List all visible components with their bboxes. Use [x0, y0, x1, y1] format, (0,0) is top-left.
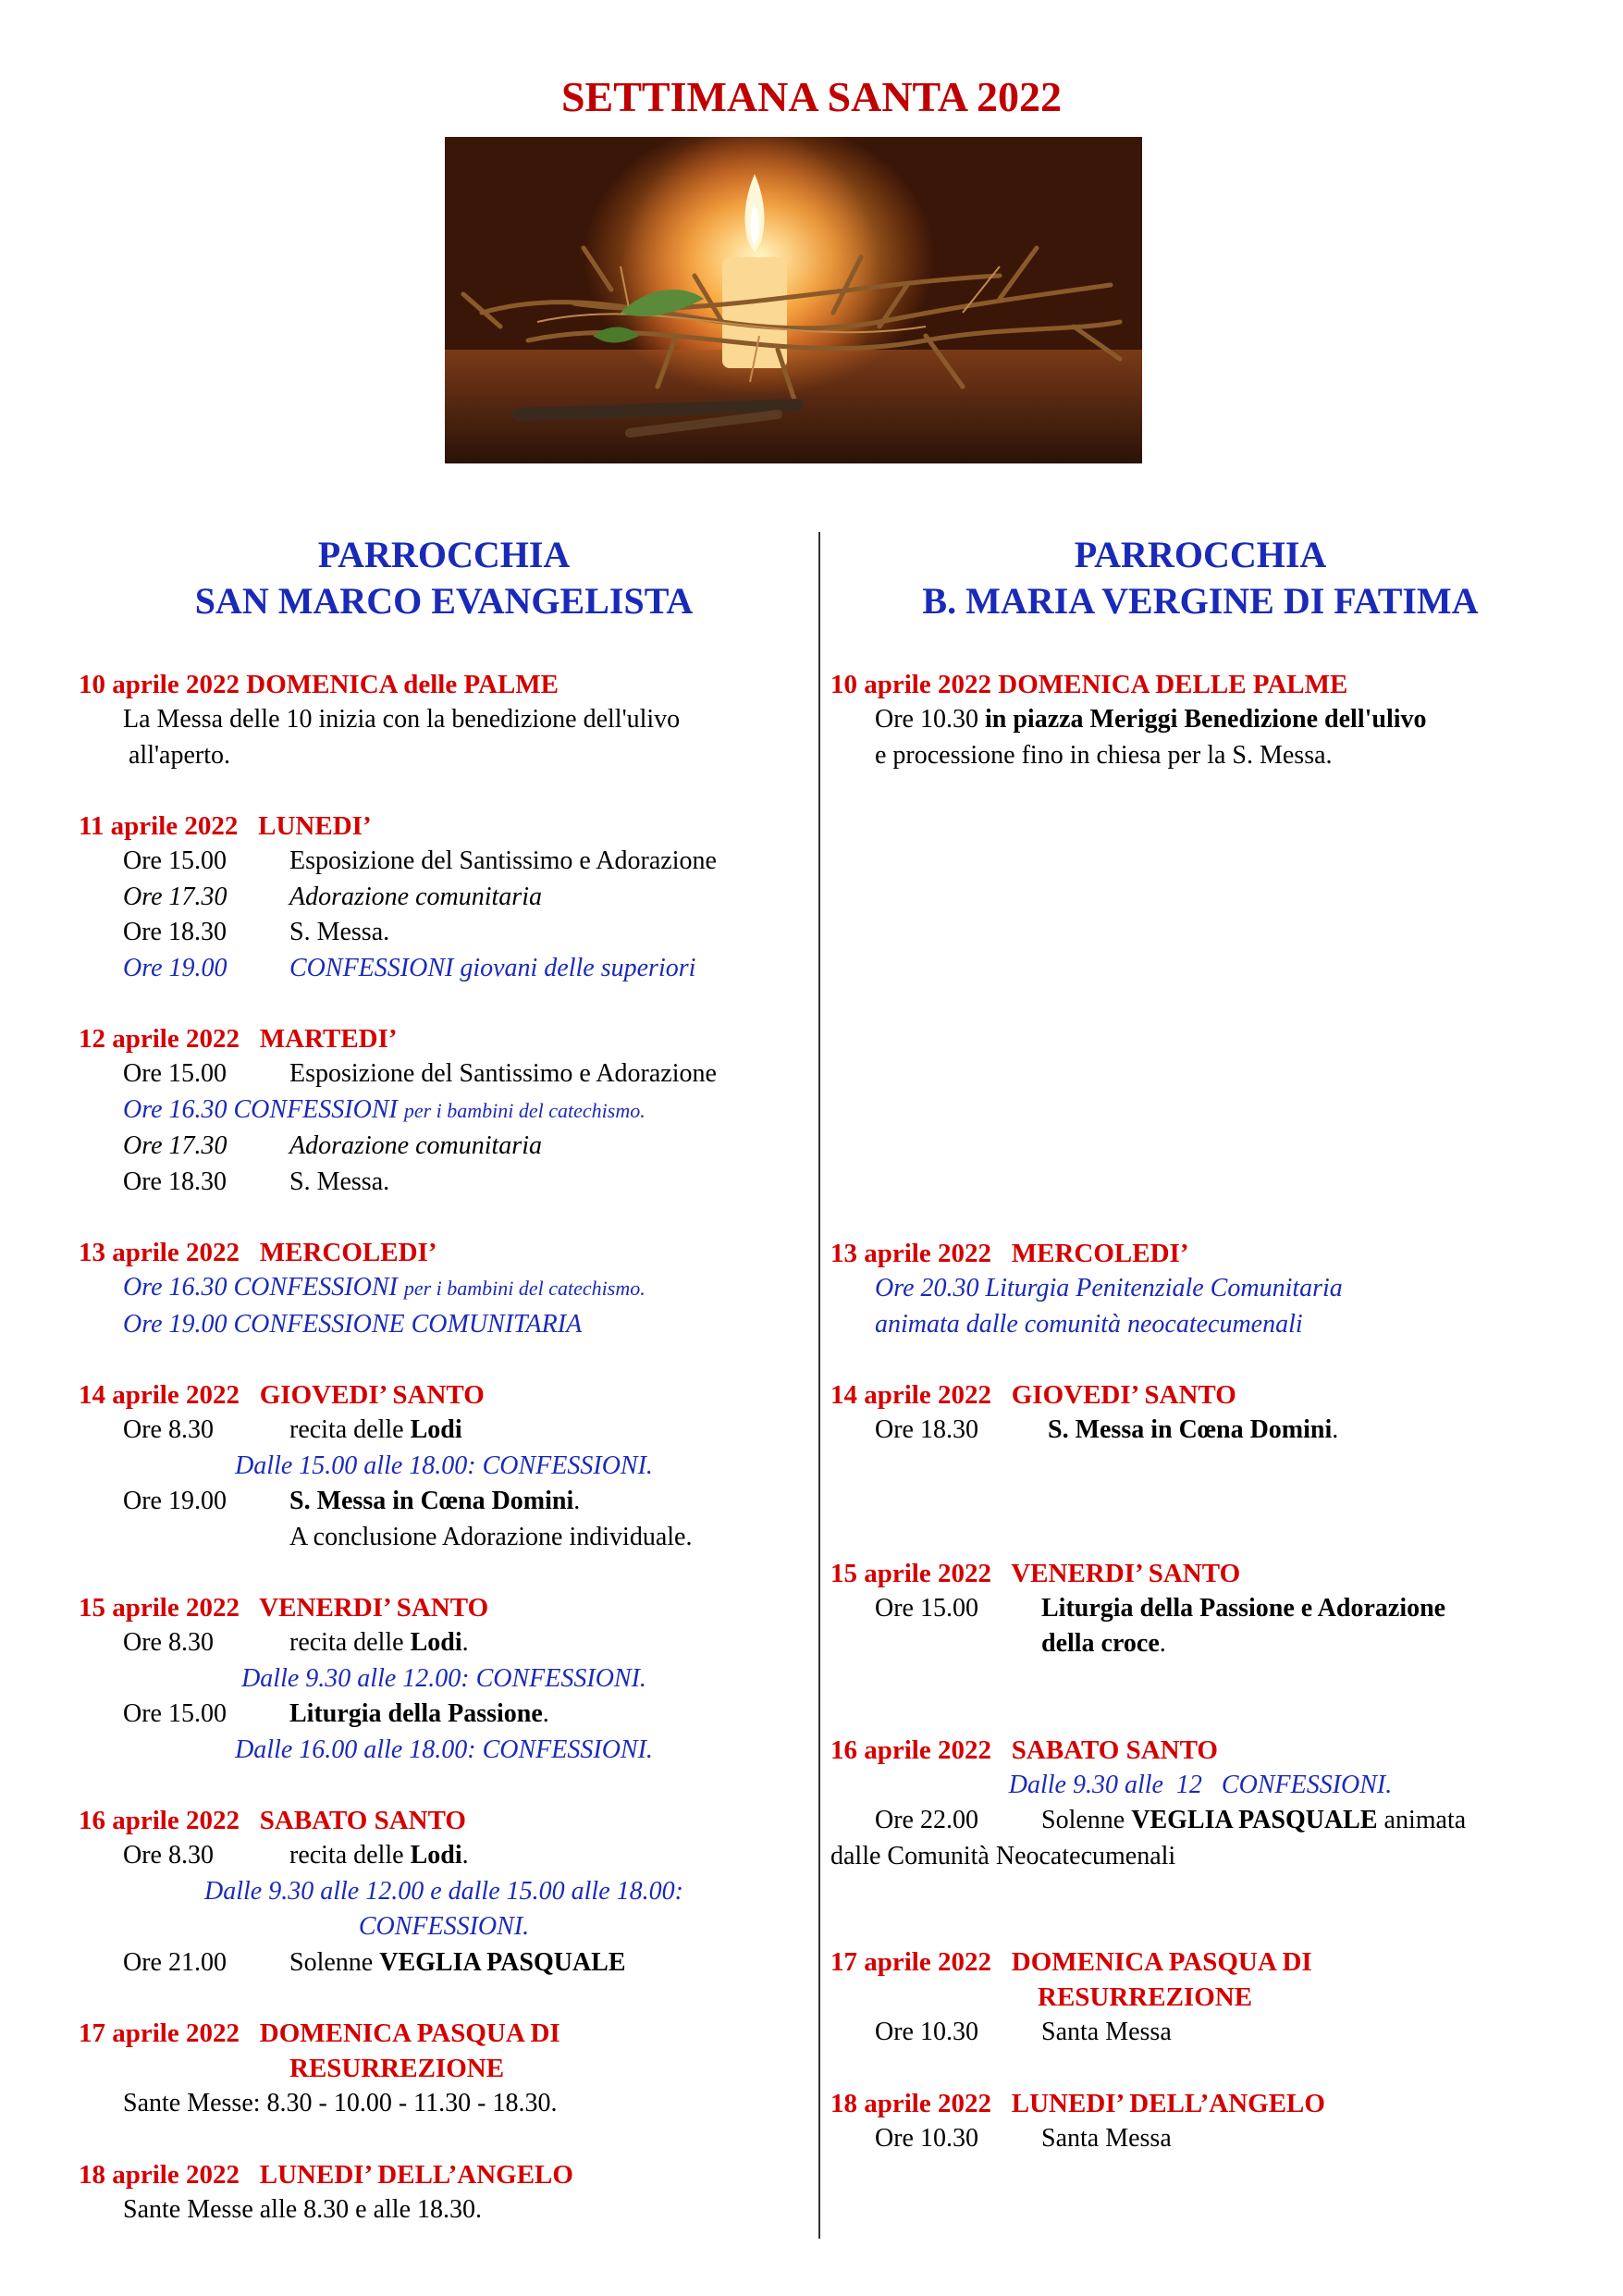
confession-line: Ore 19.00 CONFESSIONI giovani delle superiori	[123, 953, 696, 982]
candle-thorns-photo	[445, 137, 1142, 463]
day-block-good-friday	[830, 1556, 1570, 1662]
event-line: Ore 10.30 Santa Messa	[875, 2018, 1172, 2046]
event-line: A conclusione Adorazione individuale.	[289, 1522, 693, 1551]
event-line: Ore 18.30 S. Messa in Cœna Domini.	[875, 1415, 1339, 1444]
confession-line: Dalle 16.00 alle 18.00: CONFESSIONI.	[235, 1734, 653, 1764]
day-block-easter-monday	[79, 2157, 809, 2228]
event-line: Ore 15.00 Esposizione del Santissimo e Adorazione	[123, 1059, 717, 1088]
event-line: Ore 19.00 S. Messa in Cœna Domini.	[123, 1487, 581, 1515]
day-heading: 15 aprile 2022 VENERDI’ SANTO	[79, 1593, 489, 1623]
event-line: Ore 10.30 in piazza Meriggi Benedizione dell'ulivo	[875, 705, 1427, 734]
event-line: Ore 8.30 recita delle Lodi.	[123, 1841, 469, 1870]
parish-header-fatima	[830, 532, 1570, 624]
event-line: Ore 15.00 Liturgia della Passione e Adorazione	[875, 1593, 1446, 1623]
day-block-wednesday	[79, 1235, 809, 1342]
event-line: e processione fino in chiesa per la S. Messa.	[875, 740, 1333, 770]
event-line: Ore 17.30 Adorazione comunitaria	[123, 1131, 542, 1160]
event-line: Sante Messe alle 8.30 e alle 18.30.	[123, 2194, 483, 2224]
day-heading: 14 aprile 2022 GIOVEDI’ SANTO	[79, 1380, 485, 1410]
day-heading: 16 aprile 2022 SABATO SANTO	[830, 1734, 1218, 1765]
day-heading: 10 aprile 2022 DOMENICA DELLE PALME	[830, 670, 1348, 699]
event-line: della croce.	[1041, 1629, 1166, 1658]
day-heading: 17 aprile 2022 DOMENICA PASQUA DI	[79, 2018, 560, 2048]
confession-line: Dalle 9.30 alle 12.00: CONFESSIONI.	[241, 1663, 646, 1693]
day-heading: 12 aprile 2022 MARTEDI’	[79, 1024, 398, 1054]
day-heading: 13 aprile 2022 MERCOLEDI’	[830, 1239, 1189, 1268]
day-block-easter-sunday	[79, 2016, 809, 2122]
column-divider	[818, 532, 820, 2239]
event-line: Sante Messe: 8.30 - 10.00 - 11.30 - 18.30.	[123, 2089, 558, 2117]
event-line: Ore 15.00 Liturgia della Passione.	[123, 1699, 549, 1728]
day-block-tuesday	[79, 1021, 809, 1200]
day-heading: 18 aprile 2022 LUNEDI’ DELL’ANGELO	[79, 2159, 573, 2190]
day-heading: 17 aprile 2022 DOMENICA PASQUA DI	[830, 1947, 1312, 1977]
day-heading: 13 aprile 2022 MERCOLEDI’	[79, 1238, 437, 1267]
left-column-san-marco	[79, 532, 809, 2263]
event-line: all'aperto.	[129, 740, 230, 770]
day-block-palm-sunday	[830, 667, 1570, 773]
event-line: dalle Comunità Neocatecumenali	[830, 1841, 1176, 1870]
event-line: Ore 18.30 S. Messa.	[123, 918, 390, 946]
day-block-monday	[79, 809, 809, 986]
event-line: Ore 17.30 Adorazione comunitaria	[123, 882, 542, 911]
day-heading: 18 aprile 2022 LUNEDI’ DELL’ANGELO	[830, 2088, 1325, 2118]
candle-crown-of-thorns-image	[445, 137, 1142, 463]
confession-line: Ore 16.30 CONFESSIONI per i bambini del catechismo.	[123, 1094, 646, 1124]
right-column-fatima	[830, 532, 1570, 2191]
event-line: La Messa delle 10 inizia con la benedizione dell'ulivo	[123, 705, 681, 734]
day-block-holy-saturday	[830, 1733, 1570, 1875]
day-heading: 15 aprile 2022 VENERDI’ SANTO	[830, 1558, 1241, 1588]
confession-line: CONFESSIONI.	[358, 1912, 530, 1941]
event-line: Ore 10.30 Santa Messa	[875, 2123, 1172, 2153]
day-block-easter-sunday	[830, 1944, 1570, 2051]
day-block-wednesday	[830, 1236, 1570, 1342]
page-title: SETTIMANA SANTA 2022	[560, 73, 1063, 120]
day-block-good-friday	[79, 1590, 809, 1768]
day-heading: 11 aprile 2022 LUNEDI’	[79, 811, 372, 841]
event-line: Ore 15.00 Esposizione del Santissimo e Adorazione	[123, 846, 717, 875]
parish-label: PARROCCHIA	[1074, 534, 1327, 575]
day-block-holy-saturday	[79, 1803, 809, 1981]
day-heading-cont: RESURREZIONE	[289, 2054, 505, 2083]
parish-label: PARROCCHIA	[317, 534, 571, 575]
day-block-holy-thursday	[830, 1377, 1570, 1449]
day-block-easter-monday	[830, 2086, 1570, 2157]
day-heading: 14 aprile 2022 GIOVEDI’ SANTO	[830, 1380, 1236, 1410]
parish-name: SAN MARCO EVANGELISTA	[194, 580, 694, 622]
day-block-holy-thursday	[79, 1377, 809, 1555]
event-line: Ore 22.00 Solenne VEGLIA PASQUALE animata	[875, 1806, 1467, 1834]
event-line: Ore 21.00 Solenne VEGLIA PASQUALE	[123, 1947, 626, 1977]
confession-line: Ore 16.30 CONFESSIONI per i bambini del catechismo.	[123, 1273, 646, 1302]
event-line: Ore 20.30 Liturgia Penitenziale Comunitaria	[875, 1274, 1343, 1302]
confession-line: Ore 19.00 CONFESSIONE COMUNITARIA	[123, 1309, 583, 1339]
event-line: Ore 18.30 S. Messa.	[123, 1167, 390, 1196]
confession-line: Dalle 15.00 alle 18.00: CONFESSIONI.	[235, 1450, 653, 1480]
parish-header-san-marco	[79, 532, 809, 624]
day-heading: 10 aprile 2022 DOMENICA delle PALME	[79, 670, 559, 699]
confession-line: Dalle 9.30 alle 12 CONFESSIONI.	[1008, 1770, 1393, 1799]
confession-line: Dalle 9.30 alle 12.00 e dalle 15.00 alle 18.00:	[204, 1876, 683, 1906]
day-heading-cont: RESURREZIONE	[1038, 1982, 1253, 2012]
day-heading: 16 aprile 2022 SABATO SANTO	[79, 1806, 466, 1835]
event-line: Ore 8.30 recita delle Lodi	[123, 1415, 462, 1444]
parish-name: B. MARIA VERGINE DI FATIMA	[922, 580, 1479, 622]
event-line: animata dalle comunità neocatecumenali	[875, 1309, 1303, 1339]
event-line: Ore 8.30 recita delle Lodi.	[123, 1628, 469, 1657]
day-block-palm-sunday	[79, 667, 809, 773]
